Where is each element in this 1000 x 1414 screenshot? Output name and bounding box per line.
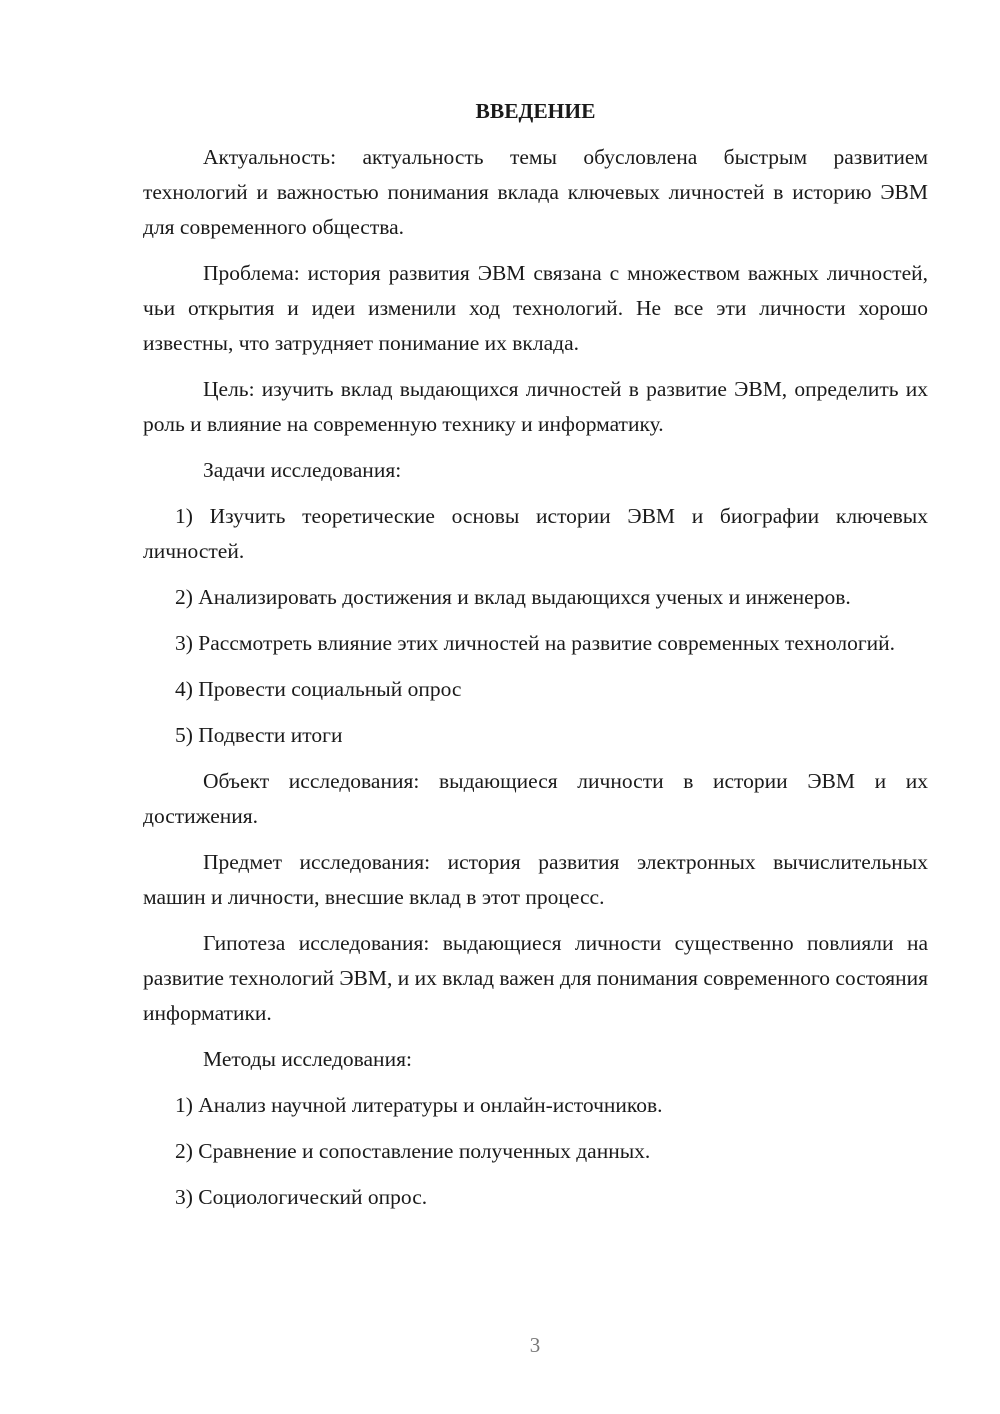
paragraph-goal: Цель: изучить вклад выдающихся личностей в развитие ЭВМ, определить их роль и влияние на современную технику и информатику. xyxy=(143,377,928,436)
task-item-5: 5) Подвести итоги xyxy=(175,723,343,747)
paragraph-tasks-heading: Задачи исследования: xyxy=(203,458,402,482)
task-item-1: 1) Изучить теоретические основы истории ЭВМ и биографии ключевых личностей. xyxy=(143,504,928,563)
method-item-2: 2) Сравнение и сопоставление полученных данных. xyxy=(175,1139,651,1163)
method-item-3: 3) Социологический опрос. xyxy=(175,1185,428,1209)
task-item-2: 2) Анализировать достижения и вклад выдающихся ученых и инженеров. xyxy=(175,585,851,609)
task-item-4: 4) Провести социальный опрос xyxy=(175,677,462,701)
document-body xyxy=(143,96,928,1226)
page-number: 3 xyxy=(529,1333,541,1357)
paragraph-problem: Проблема: история развития ЭВМ связана с множеством важных личностей, чьи открытия и идеи изменили ход технологий. Не все эти личности хорошо известны, что затрудняет понимание их вклада. xyxy=(143,261,928,355)
paragraph-methods-heading: Методы исследования: xyxy=(203,1047,412,1071)
paragraph-relevance: Актуальность: актуальность темы обусловлена быстрым развитием технологий и важностью понимания вклада ключевых личностей в историю ЭВМ для современного общества. xyxy=(143,145,928,239)
task-item-3: 3) Рассмотреть влияние этих личностей на развитие современных технологий. xyxy=(175,631,896,655)
paragraph-subject: Предмет исследования: история развития электронных вычислительных машин и личности, внесшие вклад в этот процесс. xyxy=(143,850,928,909)
method-item-1: 1) Анализ научной литературы и онлайн-источников. xyxy=(175,1093,663,1117)
paragraph-object: Объект исследования: выдающиеся личности в истории ЭВМ и их достижения. xyxy=(143,769,928,828)
page-title: ВВЕДЕНИЕ xyxy=(475,99,596,123)
paragraph-hypothesis: Гипотеза исследования: выдающиеся личности существенно повлияли на развитие технологий ЭВМ, и их вклад важен для понимания современного состояния информатики. xyxy=(143,931,928,1025)
